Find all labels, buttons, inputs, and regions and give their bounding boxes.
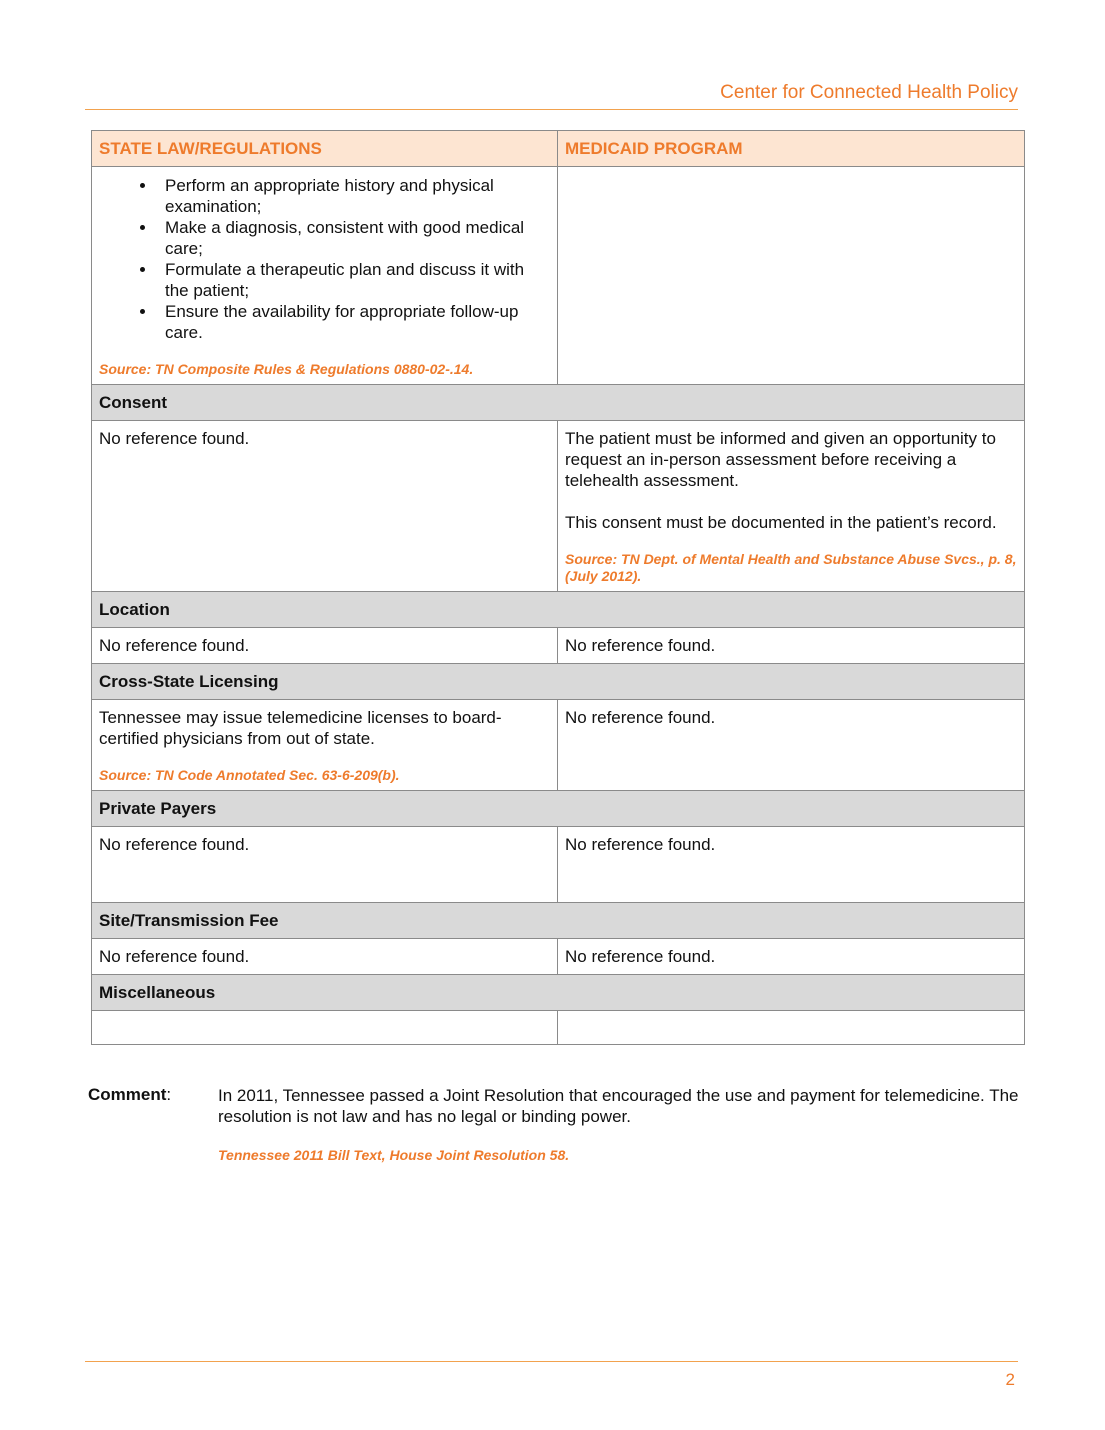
table-row	[92, 827, 1025, 903]
state-cell	[92, 700, 558, 791]
telehealth-policy-table	[91, 130, 1025, 1045]
state-cell	[92, 628, 558, 664]
state-cell	[92, 167, 558, 385]
requirement-list	[99, 175, 550, 343]
medicaid-cell	[558, 827, 1025, 903]
table-row	[92, 939, 1025, 975]
table-row	[92, 1011, 1025, 1045]
comment-source-citation: Tennessee 2011 Bill Text, House Joint Resolution 58.	[218, 1147, 570, 1163]
column-header-medicaid: MEDICAID PROGRAM	[558, 131, 1025, 167]
section-header-private-payers	[92, 791, 1025, 827]
table-row	[92, 700, 1025, 791]
list-item: • Ensure the availability for appropriate follow-up care.	[157, 301, 550, 343]
section-title: Private Payers	[92, 791, 1025, 827]
state-cell	[92, 421, 558, 592]
source-citation: Source: TN Dept. of Mental Health and Substance Abuse Svcs., p. 8, (July 2012).	[565, 551, 1017, 584]
section-title: Miscellaneous	[92, 975, 1025, 1011]
state-cell	[92, 827, 558, 903]
page-number: 2	[1005, 1370, 1015, 1389]
state-cell	[92, 1011, 558, 1045]
table-row	[92, 421, 1025, 592]
section-title: Location	[92, 592, 1025, 628]
medicaid-cell	[558, 700, 1025, 791]
header-rule	[85, 109, 1018, 110]
source-citation: Source: TN Composite Rules & Regulations 0880-02-.14.	[99, 361, 474, 377]
source-citation: Source: TN Code Annotated Sec. 63-6-209(b).	[99, 767, 400, 783]
table-row	[92, 167, 1025, 385]
cell-text: No reference found.	[99, 835, 250, 854]
section-header-consent	[92, 385, 1025, 421]
state-cell	[92, 939, 558, 975]
comment-colon: :	[166, 1085, 172, 1104]
section-title: Consent	[92, 385, 1025, 421]
section-title: Cross-State Licensing	[92, 664, 1025, 700]
cell-text: No reference found.	[99, 947, 250, 966]
column-header-state: STATE LAW/REGULATIONS	[92, 131, 558, 167]
cell-text: No reference found.	[565, 947, 716, 966]
section-header-site-fee	[92, 903, 1025, 939]
cell-text: No reference found.	[565, 835, 716, 854]
comment-text: In 2011, Tennessee passed a Joint Resolution that encouraged the use and payment for telemedicine. The resolution is not law and has no legal or binding power.	[218, 1086, 1019, 1126]
cell-text: No reference found.	[99, 636, 250, 655]
comment-label-text: Comment	[88, 1085, 167, 1104]
comment-label	[88, 1085, 171, 1105]
cell-text: No reference found.	[99, 429, 250, 448]
list-item: • Formulate a therapeutic plan and discuss it with the patient;	[157, 259, 550, 301]
cell-text: Tennessee may issue telemedicine licenses to board-certified physicians from out of state.	[99, 708, 502, 748]
footer-rule	[85, 1361, 1018, 1362]
medicaid-cell	[558, 421, 1025, 592]
section-title: Site/Transmission Fee	[92, 903, 1025, 939]
document-header-title: Center for Connected Health Policy	[720, 82, 1018, 103]
section-header-location	[92, 592, 1025, 628]
medicaid-cell	[558, 167, 1025, 385]
column-header-row	[92, 131, 1025, 167]
cell-text: This consent must be documented in the patient’s record.	[565, 513, 997, 532]
medicaid-cell	[558, 939, 1025, 975]
table-row	[92, 628, 1025, 664]
cell-text: No reference found.	[565, 636, 716, 655]
medicaid-cell	[558, 628, 1025, 664]
section-header-licensing	[92, 664, 1025, 700]
cell-text: The patient must be informed and given an opportunity to request an in-person assessment before receiving a telehealth assessment.	[565, 429, 996, 490]
cell-text: No reference found.	[565, 708, 716, 727]
list-item: • Make a diagnosis, consistent with good medical care;	[157, 217, 550, 259]
section-header-misc	[92, 975, 1025, 1011]
list-item: • Perform an appropriate history and physical examination;	[157, 175, 550, 217]
medicaid-cell	[558, 1011, 1025, 1045]
